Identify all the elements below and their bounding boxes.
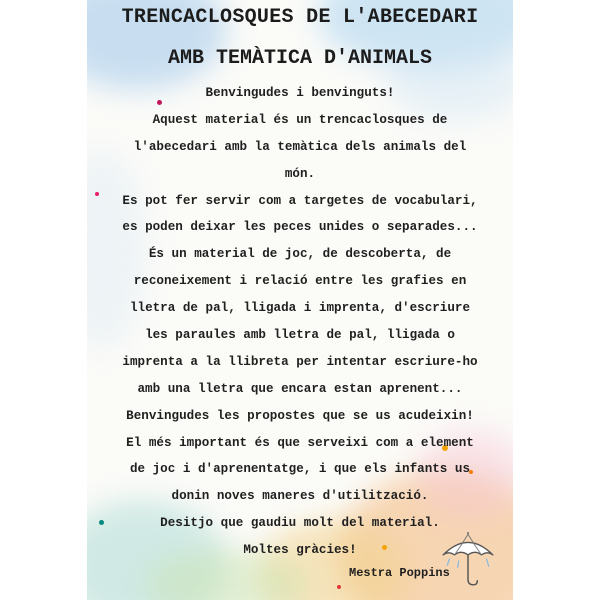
body-line: donin noves maneres d'utilització.: [171, 489, 429, 504]
body-line: es poden deixar les peces unides o separades...: [122, 220, 478, 235]
body-line: lletra de pal, lligada i imprenta, d'escriure: [129, 301, 471, 316]
body-line: Benvingudes les propostes que se us acudeixin!: [126, 408, 474, 423]
body-line: de joc i d'aprenentatge, i que els infants us: [129, 462, 471, 477]
document-page: [87, 0, 513, 600]
body-line: reconeixement i relació entre les grafies en: [133, 274, 467, 289]
body-text: [87, 80, 513, 564]
body-line: Desitjo que gaudiu molt del material.: [160, 516, 440, 531]
body-line: l'abecedari amb la temàtica dels animals del: [133, 139, 467, 154]
title-line-2: AMB TEMÀTICA D'ANIMALS: [167, 47, 433, 70]
body-line: imprenta a la llibreta per intentar escriure-ho: [122, 354, 478, 369]
body-line: Moltes gràcies!: [243, 543, 357, 558]
body-line: El més important és que serveixi com a element: [126, 435, 474, 450]
body-line: món.: [284, 166, 316, 181]
paint-speck: [337, 585, 341, 589]
body-line: amb una lletra que encara estan aprenent...: [137, 381, 463, 396]
body-line: les paraules amb lletra de pal, lligada o: [145, 328, 455, 343]
title-line-1: TRENCACLOSQUES DE L'ABECEDARI: [121, 6, 479, 29]
body-line: Benvingudes i benvinguts!: [205, 86, 395, 100]
body-line: És un material de joc, de descoberta, de: [148, 247, 452, 262]
body-line: Aquest material és un trencaclosques de: [152, 112, 448, 127]
signature: Mestra Poppins: [349, 566, 450, 580]
body-line: Es pot fer servir com a targetes de vocabulari,: [122, 193, 478, 208]
umbrella-icon: [437, 528, 499, 590]
